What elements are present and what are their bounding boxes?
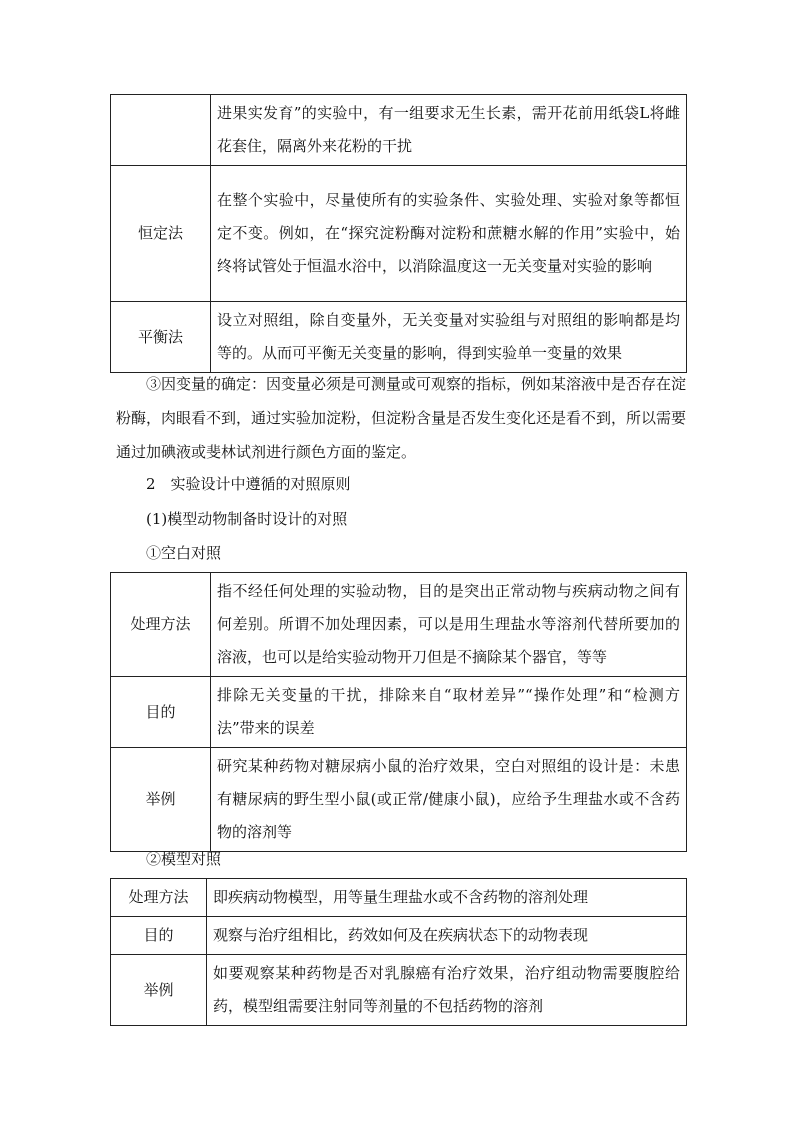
table-model-control	[110, 878, 687, 1026]
row-content: 设立对照组，除自变量外，无关变量对实验组与对照组的影响都是均等的。从而可平衡无关变量的影响，得到实验单一变量的效果	[211, 302, 687, 373]
table-row	[111, 95, 687, 166]
table-row	[111, 917, 687, 955]
row-content: 指不经任何处理的实验动物，目的是突出正常动物与疾病动物之间有何差别。所谓不加处理因素，可以是用生理盐水等溶剂代替所要加的溶液，也可以是给实验动物开刀但是不摘除某个器官，等等	[211, 573, 687, 677]
section-heading: 2 实验设计中遵循的对照原则	[146, 475, 351, 493]
row-label: 平衡法	[111, 302, 211, 373]
row-label: 举例	[111, 748, 211, 852]
row-label: 处理方法	[111, 879, 207, 917]
row-label: 目的	[111, 677, 211, 748]
row-label: 恒定法	[111, 166, 211, 302]
table-row	[111, 166, 687, 302]
row-content: 研究某种药物对糖尿病小鼠的治疗效果，空白对照组的设计是：未患有糖尿病的野生型小鼠(或正常/健康小鼠)，应给予生理盐水或不含药物的溶剂等	[211, 748, 687, 852]
table-row	[111, 302, 687, 373]
row-content: 观察与治疗组相比，药效如何及在疾病状态下的动物表现	[207, 917, 687, 955]
blank-control-heading: ①空白对照	[146, 544, 222, 562]
paragraph-dependent-variable: ③因变量的确定：因变量必须是可测量或可观察的指标，例如某溶液中是否存在淀粉酶，肉眼看不到，通过实验加淀粉，但淀粉含量是否发生变化还是看不到，所以需要通过加碘液或斐林试剂进行颜色方面的鉴定。	[116, 375, 687, 461]
table-row	[111, 955, 687, 1026]
table-control-methods-continued	[110, 94, 687, 373]
row-content: 如要观察某种药物是否对乳腺癌有治疗效果，治疗组动物需要腹腔给药，模型组需要注射同等剂量的不包括药物的溶剂	[207, 955, 687, 1026]
row-content: 排除无关变量的干扰，排除来自“取材差异”“操作处理”和“检测方法”带来的误差	[211, 677, 687, 748]
table-row	[111, 879, 687, 917]
model-control-heading: ②模型对照	[146, 850, 222, 868]
table-row	[111, 677, 687, 748]
table-row	[111, 573, 687, 677]
row-label: 目的	[111, 917, 207, 955]
table-blank-control	[110, 572, 687, 852]
subsection-heading: (1)模型动物制备时设计的对照	[146, 510, 348, 528]
row-label: 处理方法	[111, 573, 211, 677]
row-label: 举例	[111, 955, 207, 1026]
row-content: 即疾病动物模型，用等量生理盐水或不含药物的溶剂处理	[207, 879, 687, 917]
row-content: 进果实发育”的实验中，有一组要求无生长素，需开花前用纸袋L将雌花套住，隔离外来花粉的干扰	[211, 95, 687, 166]
row-content: 在整个实验中，尽量使所有的实验条件、实验处理、实验对象等都恒定不变。例如，在“探究淀粉酶对淀粉和蔗糖水解的作用”实验中，始终将试管处于恒温水浴中，以消除温度这一无关变量对实验的影响	[211, 166, 687, 302]
table-row	[111, 748, 687, 852]
row-label	[111, 95, 211, 166]
